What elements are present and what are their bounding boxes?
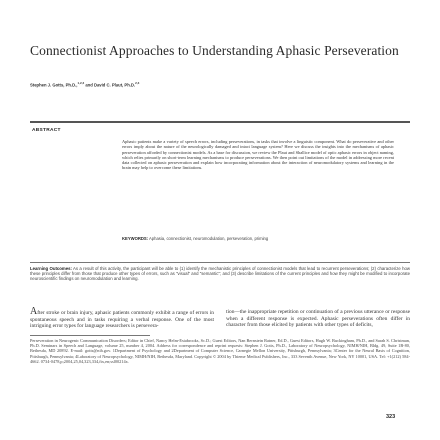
learning-outcomes-text: As a result of this activity, the participant will be able to (1) identify the mechanistic principles of connectionist models that lead to recurrent perseverations; (2) characterize how these principles differ from those that produce other types of errors, such as "visual" and "semantic"; and (3) describe limitations of the current principles and how they might be modified to incorporate neuroscientific findings on neuromodulation and learning. (30, 266, 410, 282)
author-gotts: Stephen J. Gotts, Ph.D., (30, 82, 78, 88)
abstract-heading: ABSTRACT (32, 128, 61, 133)
author-conjunction: and (84, 82, 94, 88)
keywords-list: Aphasia, connectionist, neuromodulation, perseveration, priming (148, 236, 269, 241)
learning-outcomes (30, 266, 410, 282)
keywords (122, 236, 394, 241)
page-number: 323 (386, 414, 396, 420)
author-plaut: David C. Plaut, Ph.D. (93, 82, 136, 88)
keywords-label: KEYWORDS: (122, 236, 149, 241)
footnote-rule (30, 335, 150, 336)
author-line (30, 81, 410, 87)
drop-cap: A (30, 306, 38, 317)
abstract-body: Aphasic patients make a variety of speech errors, including perseverations, in tasks that involve a linguistic component. What do perseverative and other errors imply about the nature of the neurologically damaged and intact language system? Here we discuss the insights into the mechanisms of aphasic perseveration afforded by connectionist models. As a base for discussion, we review the Plaut and Shallice model of optic aphasic errors in object naming, which relies primarily on short-term learning mechanisms to produce perseverations. We then point out limitations of the model in addressing more recent data collected on aphasic perseveration and explain how incorporating information about the interaction of neuromodulatory systems and learning in the brain may help to overcome these limitations. (122, 139, 394, 171)
body-column-right: tion—the inappropriate repetition or continuation of a previous utterance or response when a different response is expected. Aphasic perseverations often differ in character from those elicited by patients with other types of deficits, (226, 309, 410, 329)
author-gotts-affiliations: 1,2,3 (77, 81, 85, 85)
abstract-top-rule (30, 121, 410, 123)
learning-outcomes-label: Learning Outcomes: (30, 266, 72, 271)
body-left-text: fter stroke or brain injury, aphasic patients commonly exhibit a range of errors in spontaneous speech and in tasks requiring a verbal response. One of the most intriguing error types for language researchers is persevera- (30, 310, 214, 330)
footnote: Perseveration in Neurogenic Communication Disorders; Editor in Chief, Nancy Helm-Estabrooks, Sc.D.; Guest Editors, Nan Bernstein Ratner, Ed.D., Guest Editors, Hugh W. Buckingham, Ph.D., and Sarah S. Christman, Ph.D. Seminars in Speech and Language, volume 25, number 4, 2004. Address for correspondence and reprint requests: Stephen J. Gotts, Ph.D., Laboratory of Neuropsychology, NIMH/NIH, Bldg. 49, Suite 1B-80, Bethesda, MD 20892. E-mail: gotts@nih.gov. 1Department of Psychology and 2Department of Computer Science, Carnegie Mellon University, Pittsburgh, Pennsylvania; 3Center for the Neural Basis of Cognition, Pittsburgh, Pennsylvania; 4Laboratory of Neuropsychology, NIMH/NIH, Bethesda, Maryland. Copyright © 2004 by Thieme Medical Publishers, Inc., 333 Seventh Avenue, New York, NY 10001, USA. Tel: +1(212) 584-4662. 0734-0478,p;2004,25,04,323,334,ftx,en;ssl00214x. (30, 338, 410, 364)
author-plaut-affiliations: 2,3 (135, 81, 140, 85)
article-title: Connectionist Approaches to Understanding Aphasic Perseveration (30, 43, 399, 58)
learning-outcomes-rule (30, 262, 410, 263)
body-column-left (30, 306, 214, 330)
